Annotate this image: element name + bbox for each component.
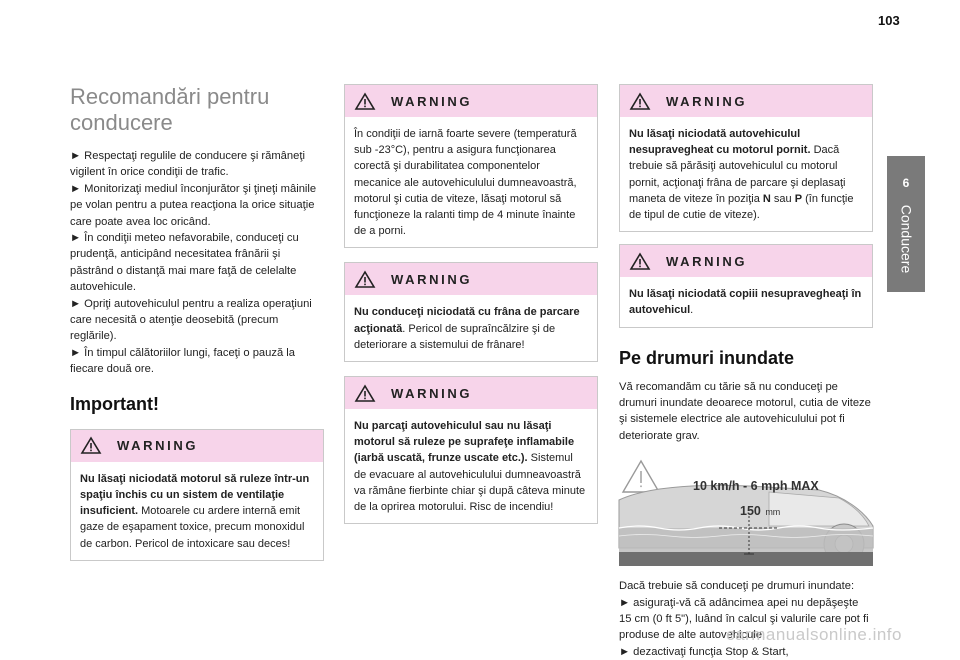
page-number: 103 <box>878 13 900 28</box>
warning-triangle-icon <box>355 271 375 288</box>
warning-triangle-icon <box>630 253 650 270</box>
warning-text: . Pericol de supraîncălzire şi de deteriorare a sistemului de frânare! <box>354 322 556 351</box>
illustration-warning-icon <box>623 461 659 492</box>
column-1 <box>70 84 324 561</box>
chapter-label: Conducere <box>898 204 914 274</box>
warning-box-unattended-engine <box>619 84 873 232</box>
important-title: Important! <box>70 393 159 414</box>
warning-header <box>71 430 323 462</box>
warning-bold-text: Nu conduceţi niciodată cu frâna de parcare acţionată <box>354 306 580 335</box>
warning-text-end: (în funcţie de tipul de cutie de viteze). <box>629 192 854 222</box>
warning-triangle-icon <box>81 437 101 454</box>
watermark: carmanualsonline.info <box>726 625 902 644</box>
chapter-tab[interactable] <box>887 156 925 292</box>
depth-label <box>740 502 780 520</box>
warning-header <box>620 85 872 117</box>
warning-label: WARNING <box>391 385 473 401</box>
depth-value: 150 <box>740 504 761 519</box>
warning-box-children <box>619 244 873 327</box>
warning-triangle-icon <box>355 93 375 110</box>
warning-header <box>345 85 597 117</box>
warning-label: WARNING <box>666 253 748 269</box>
flood-steps: Dacă trebuie să conduceţi pe drumuri inundate: ► asiguraţi-vă că adâncimea apei nu depăşeşte 15 cm (0 ft 5"), luând în calcul şi valurile care pot fi produse de alte autovehicule, ► dezactivaţi funcţia Stop & Start, <box>619 580 869 658</box>
flood-illustration <box>619 456 873 566</box>
depth-unit: mm <box>765 507 781 518</box>
warning-body <box>620 277 872 326</box>
warning-body <box>71 462 323 560</box>
gear-p: P <box>794 192 803 205</box>
warning-triangle-icon <box>355 385 375 402</box>
warning-triangle-icon <box>630 93 650 110</box>
warning-label: WARNING <box>391 93 473 109</box>
column-3 <box>619 84 873 660</box>
warning-text: Motoarele cu ardere internă emit gaze de eşapament toxice, precum monoxidul de carbon. Pericol de intoxicare sau deces! <box>80 505 305 550</box>
warning-header <box>620 245 872 277</box>
warning-text-mid: sau <box>770 192 795 205</box>
warning-text: Sistemul de evacuare al autovehiculului dumneavoastră va rămâne fierbinte chiar şi după câteva minute de la oprirea motorului. Risc de incendiu! <box>354 452 586 514</box>
warning-body <box>345 295 597 361</box>
column-2 <box>344 84 598 524</box>
gear-n: N <box>762 192 771 205</box>
section-title-recommendations: Recomandări pentru conducere <box>70 84 270 135</box>
recommendations-text: ► Respectaţi regulile de conducere şi rămâneţi vigilent în orice condiţii de trafic. ► Monitorizaţi mediul înconjurător şi ţineţi mâinile pe volan pentru a putea reacţiona la orice situaţie care poate avea loc oricând. ► În condiţii meteo nefavorabile, conduceţi cu prudenţă, anticipând necesitatea frânării şi păstrând o distanţă mai mare faţă de celelalte autovehicule. ► Opriţi autovehiculul pentru a realiza operaţiuni care necesită o atenţie deosebită (precum reglările). ► În timpul călătoriilor lungi, faceţi o pauză la fiecare două ore. <box>70 150 317 376</box>
warning-body: În condiţii de iarnă foarte severe (temperatură sub -23°C), pentru a asigura funcţionarea corectă şi durabilitatea componentelor mecanice ale autovehiculului dumneavoastră, motorul şi cutia de viteze, lăsaţi motorul să funcţioneze la ralanti timp de 4 minute înainte de a porni. <box>354 128 577 238</box>
flood-intro: Vă recomandăm cu tărie să nu conduceţi pe drumuri inundate deoarece motorul, cutia de viteze şi sistemele electrice ale autovehiculului pot fi deteriorate grav. <box>619 380 871 442</box>
warning-text: . <box>690 304 694 317</box>
warning-header <box>345 377 597 409</box>
warning-box-flammable <box>344 376 598 524</box>
warning-bold-text: Nu lăsaţi niciodată autovehiculul nesupravegheat cu motorul pornit. <box>629 128 811 157</box>
chapter-number: 6 <box>902 176 910 190</box>
warning-box-parking-brake <box>344 262 598 362</box>
warning-label: WARNING <box>117 438 199 454</box>
warning-header <box>345 263 597 295</box>
chapter-label-wrap <box>887 186 925 292</box>
warning-label: WARNING <box>666 93 748 109</box>
warning-bold-text: Nu lăsaţi niciodată motorul să ruleze într-un spaţiu închis cu un sistem de ventilaţie insuficient. <box>80 472 310 518</box>
warning-label: WARNING <box>391 271 473 287</box>
speed-label: 10 km/h - 6 mph MAX <box>693 479 819 494</box>
flood-title: Pe drumuri inundate <box>619 347 795 368</box>
warning-box-engine-enclosed <box>70 429 324 561</box>
warning-box-winter <box>344 84 598 248</box>
warning-body <box>345 409 597 523</box>
warning-text: Dacă trebuie să părăsiţi autovehiculul cu motorul pornit, acţionaţi frâna de parcare şi deplasaţi maneta de viteze în poziţia <box>629 144 846 205</box>
warning-body <box>620 117 872 231</box>
warning-bold-text: Nu parcaţi autovehiculul sau nu lăsaţi motorul să ruleze pe suprafeţe inflamabile (iarbă uscată, frunze uscate etc.). <box>354 420 575 465</box>
warning-bold-text: Nu lăsaţi niciodată copiii nesupravegheaţi în autovehicul <box>629 288 862 317</box>
